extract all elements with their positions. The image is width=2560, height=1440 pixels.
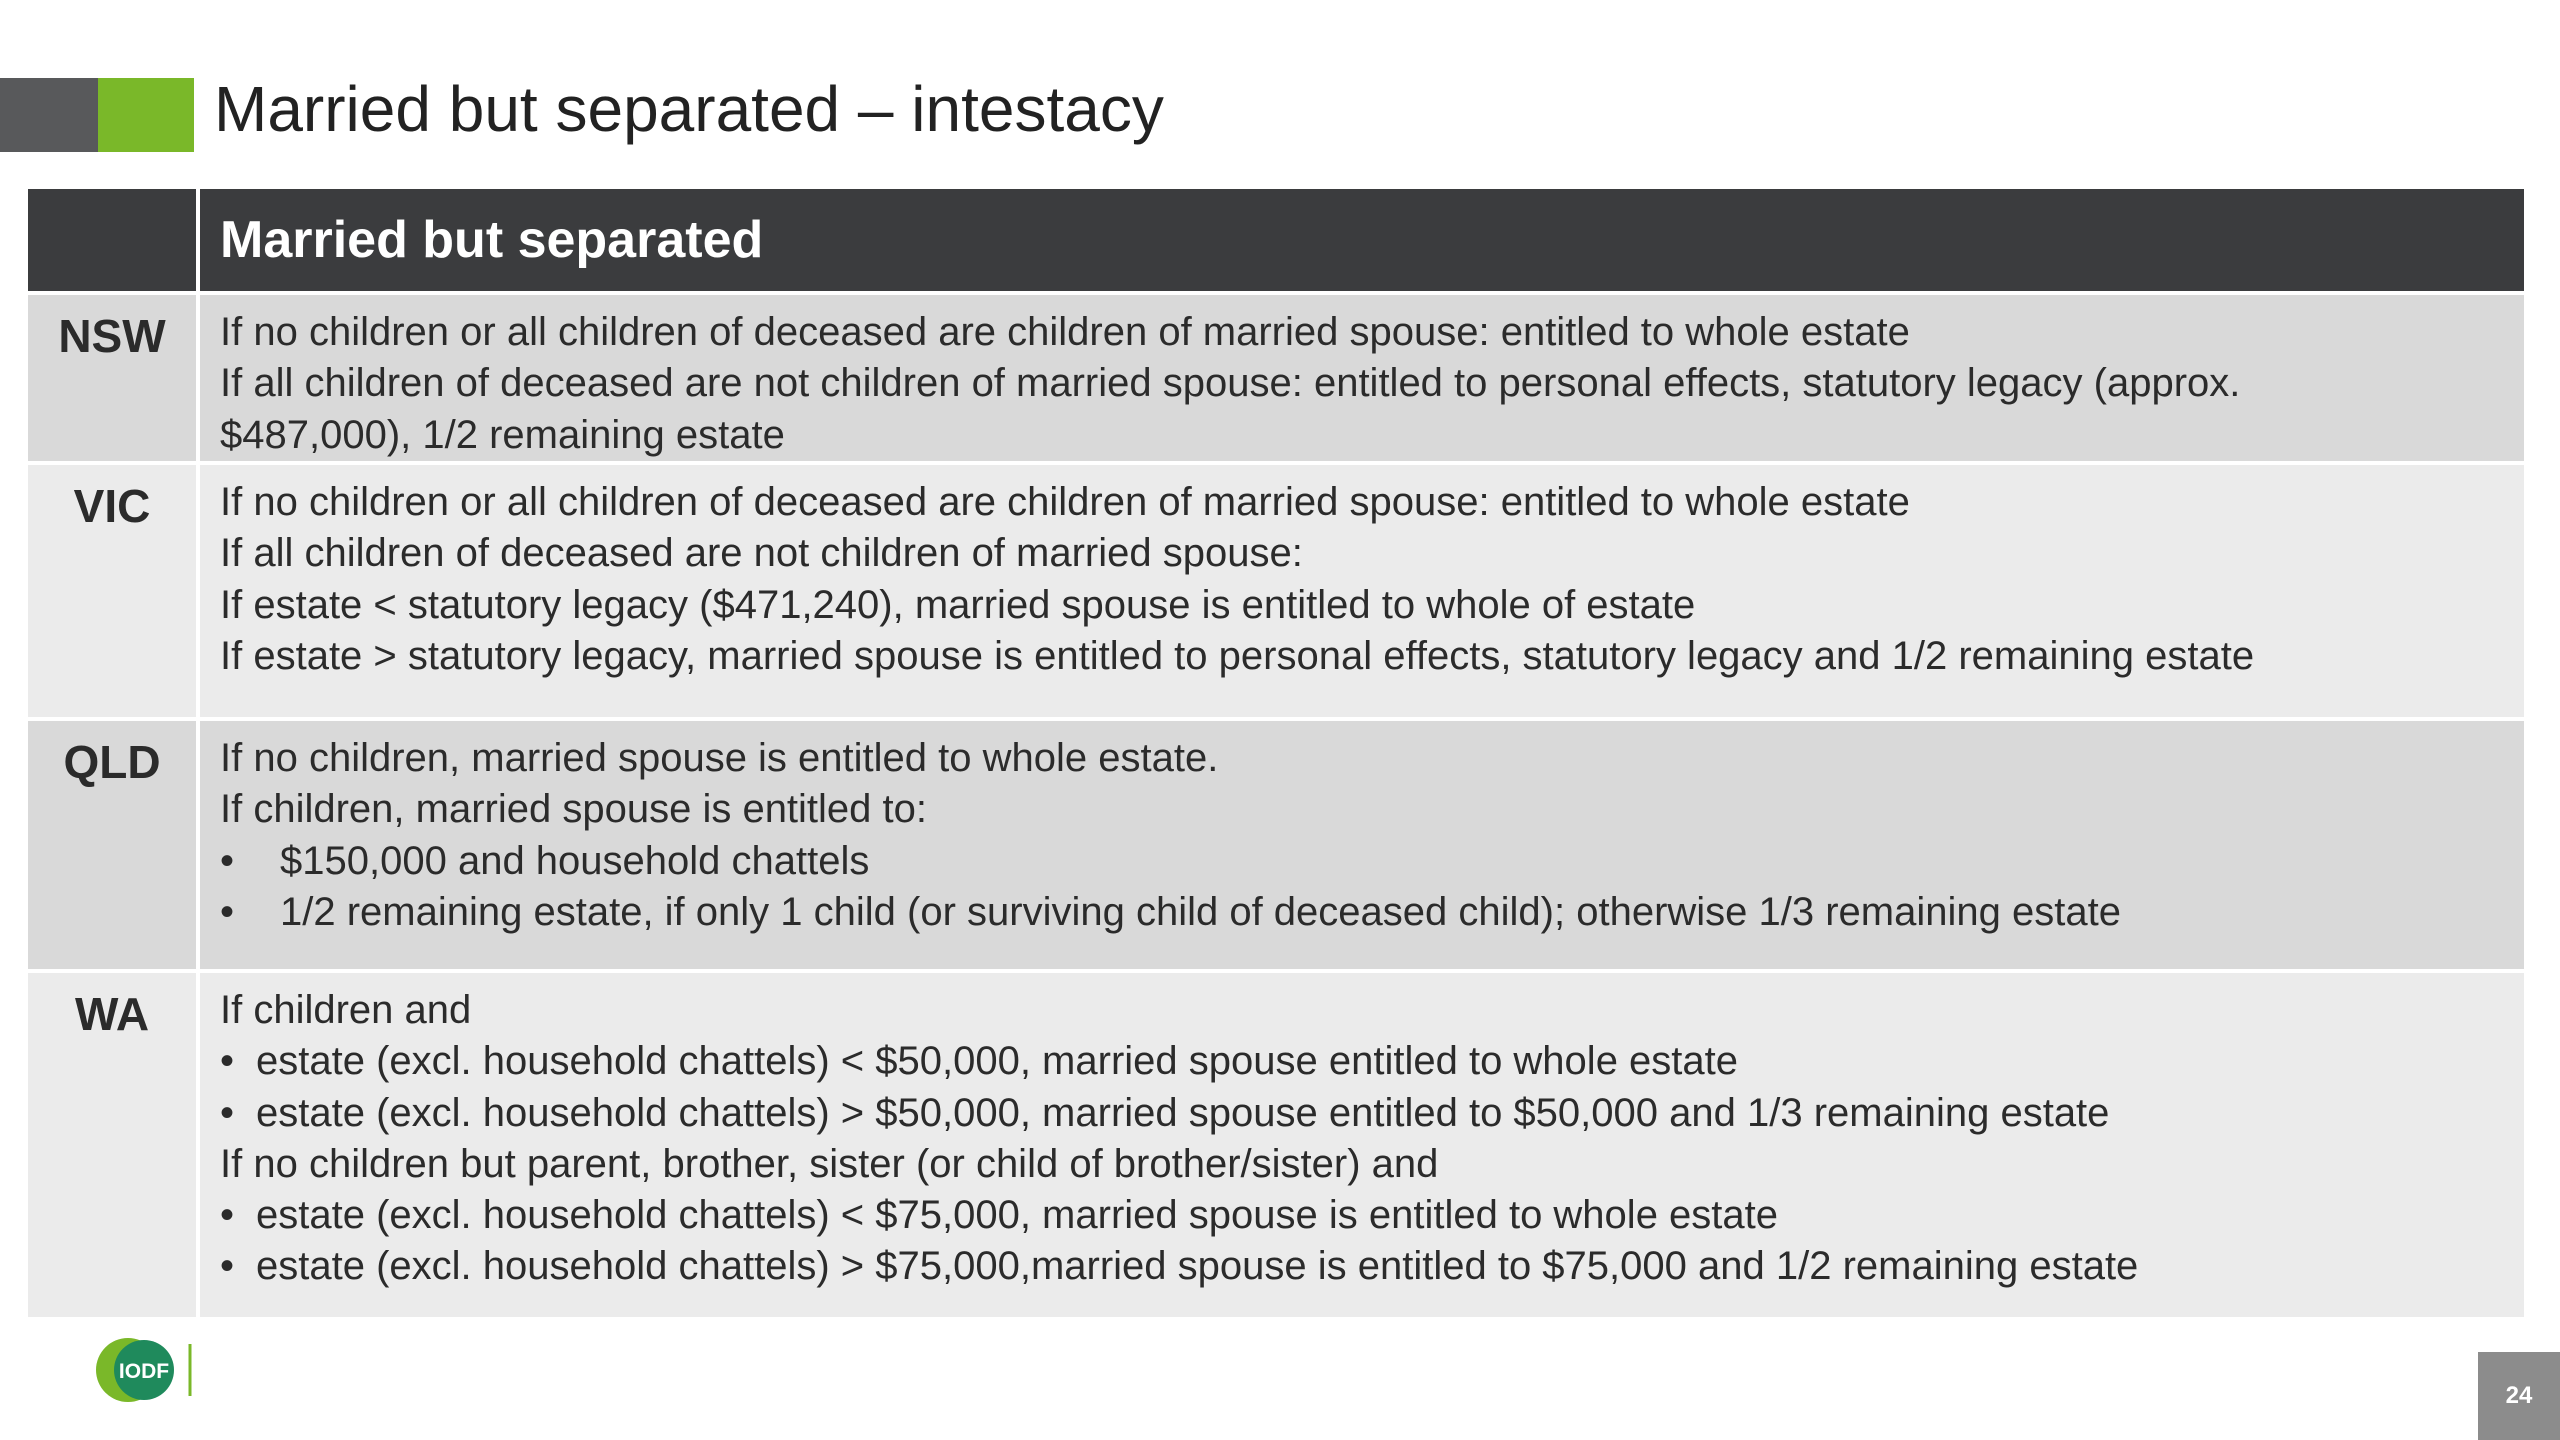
row-content-nsw <box>200 295 2524 461</box>
qld-line: If no children, married spouse is entitled to whole estate. <box>220 736 1219 780</box>
vic-line: If no children or all children of deceased are children of married spouse: entitled to whole estate <box>220 480 1910 524</box>
qld-line: If children, married spouse is entitled to: <box>220 787 928 832</box>
company-logo <box>92 1332 202 1408</box>
bullet-icon: • <box>220 1193 235 1238</box>
table-row-qld <box>28 717 2524 969</box>
table-header-row <box>28 189 2524 291</box>
vic-line: If all children of deceased are not children of married spouse: <box>220 531 1303 576</box>
nsw-line: If all children of deceased are not children of married spouse: entitled to personal effects, statutory legacy (approx. <box>220 361 2241 406</box>
logo-text: IODF <box>118 1360 170 1383</box>
title-accent-green <box>98 78 194 152</box>
row-content-vic <box>200 465 2524 717</box>
bullet-icon: • <box>220 1090 235 1135</box>
nsw-line: $487,000), 1/2 remaining estate <box>220 412 785 457</box>
title-accent-grey <box>0 78 98 152</box>
state-label-qld: QLD <box>28 721 200 969</box>
wa-bullet-item <box>220 1241 2504 1292</box>
slide-title: Married but separated – intestacy <box>214 73 1164 145</box>
wa-bullet-item <box>220 1088 2504 1139</box>
bullet-icon: • <box>220 838 235 883</box>
nsw-line: If no children or all children of deceased are children of married spouse: entitled to whole estate <box>220 310 1910 354</box>
state-label-wa: WA <box>28 973 200 1317</box>
table-row-nsw <box>28 291 2524 461</box>
wa-bullet-text: estate (excl. household chattels) < $50,000, married spouse entitled to whole estate <box>256 1039 1739 1084</box>
wa-intro-line: If children and <box>220 988 472 1032</box>
table-row-vic <box>28 461 2524 717</box>
bullet-icon: • <box>220 1244 235 1289</box>
row-content-qld <box>200 721 2524 969</box>
table-header-empty-cell <box>28 189 200 291</box>
qld-bullet-item <box>220 836 2504 887</box>
qld-bullet-item <box>220 887 2504 938</box>
bullet-icon: • <box>220 889 235 934</box>
wa-bullet-text: estate (excl. household chattels) < $75,000, married spouse is entitled to whole estate <box>256 1193 1779 1238</box>
table-row-wa <box>28 969 2524 1317</box>
wa-intro-line: If no children but parent, brother, sister (or child of brother/sister) and <box>220 1141 1439 1186</box>
qld-bullet-text: $150,000 and household chattels <box>280 838 870 883</box>
vic-line: If estate > statutory legacy, married spouse is entitled to personal effects, statutory legacy and 1/2 remaining estate <box>220 633 2255 678</box>
state-label-nsw: NSW <box>28 295 200 461</box>
table-header-label: Married but separated <box>220 211 764 269</box>
wa-bullet-item <box>220 1036 2504 1087</box>
intestacy-table <box>28 189 2524 1317</box>
state-label-vic: VIC <box>28 465 200 717</box>
wa-bullet-item <box>220 1190 2504 1241</box>
logo-mark-icon <box>92 1332 202 1408</box>
qld-bullet-text: 1/2 remaining estate, if only 1 child (or surviving child of deceased child); otherwise 1/3 remaining estate <box>280 889 2121 934</box>
wa-bullet-text: estate (excl. household chattels) > $50,000, married spouse entitled to $50,000 and 1/3 remaining estate <box>256 1090 2110 1135</box>
wa-bullet-text: estate (excl. household chattels) > $75,000,married spouse is entitled to $75,000 and 1/2 remaining estate <box>256 1244 2139 1289</box>
page-number: 24 <box>2478 1352 2560 1440</box>
row-content-wa <box>200 973 2524 1317</box>
bullet-icon: • <box>220 1039 235 1084</box>
vic-line: If estate < statutory legacy ($471,240), married spouse is entitled to whole of estate <box>220 582 1696 627</box>
